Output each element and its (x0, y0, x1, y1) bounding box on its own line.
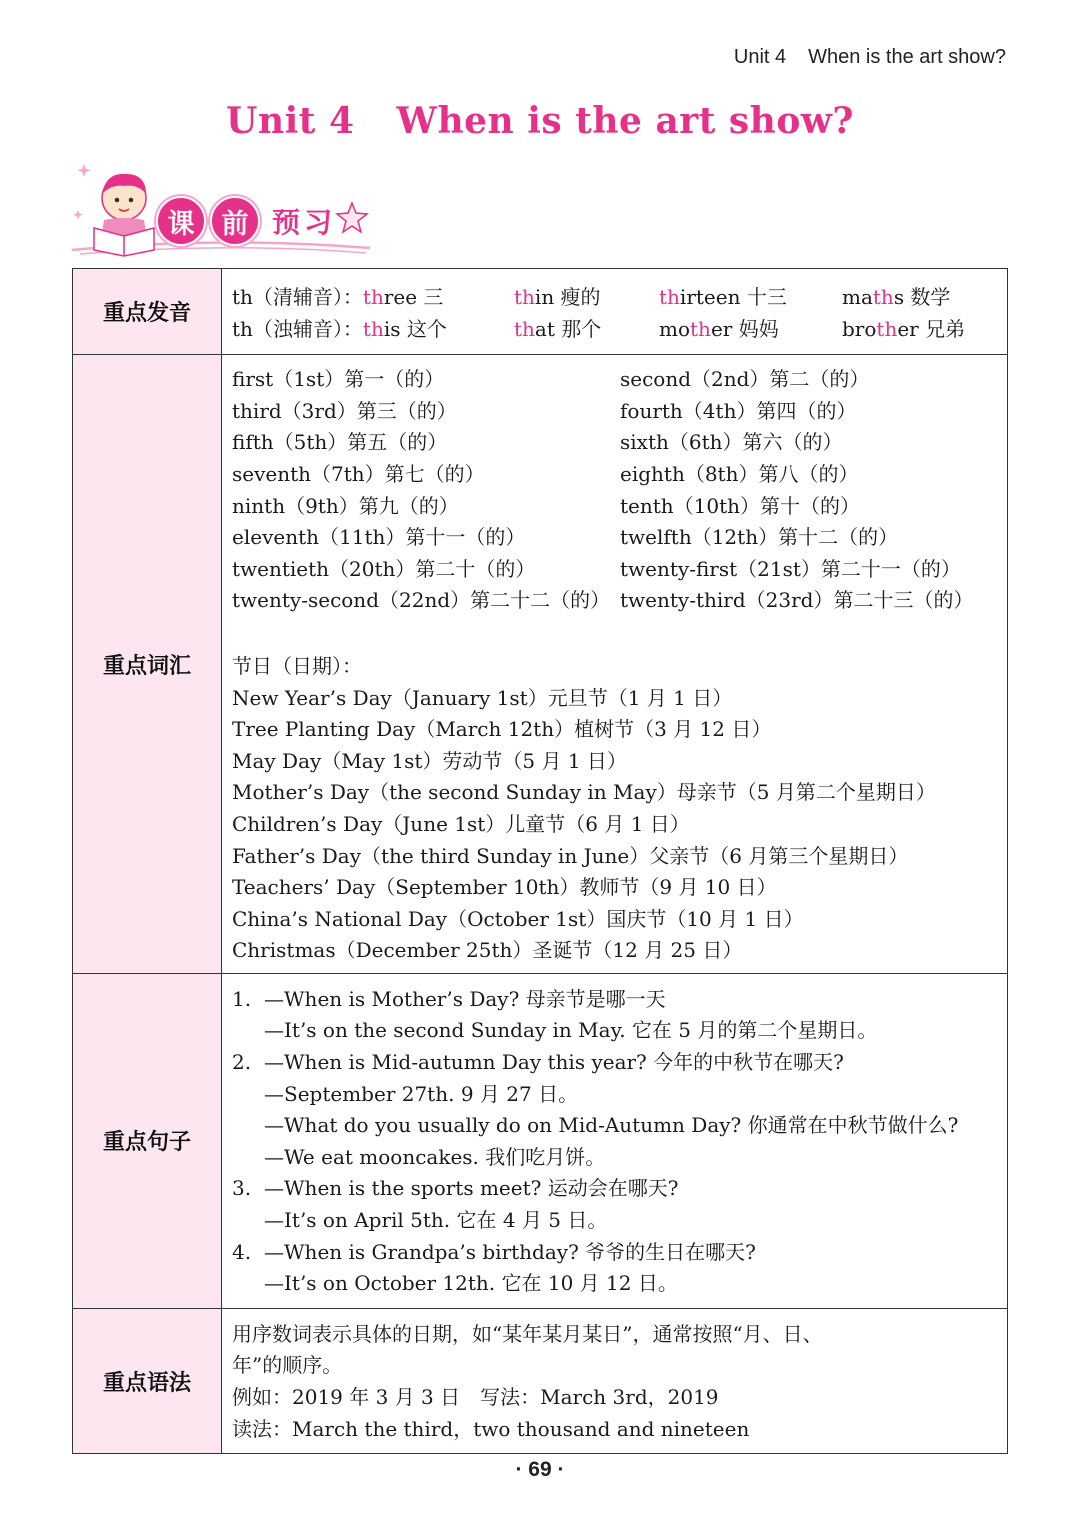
holiday-item: Tree Planting Day（March 12th）植树节（3 月 12 日） (232, 717, 772, 742)
ordinal-word: ninth（9th）第九（的） (232, 493, 459, 518)
sentence-line (232, 1173, 995, 1205)
pronunciation-text: bro (842, 316, 877, 341)
sentence-line (232, 1142, 995, 1174)
holiday-item: New Year’s Day（January 1st）元旦节（1 月 1 日） (232, 685, 733, 710)
sentence-text: —When is Grandpa’s birthday? 爷爷的生日在哪天? (264, 1239, 756, 1264)
ordinal-word: twenty-first（21st）第二十一（的） (620, 556, 961, 581)
pronunciation-content (222, 269, 1008, 355)
sentence-number (232, 1205, 264, 1237)
ordinal-word: twentieth（20th）第二十（的） (232, 556, 536, 581)
ordinal-word: tenth（10th）第十（的） (620, 493, 861, 518)
sentence-number: 3. (232, 1176, 252, 1201)
vocabulary-label: 重点词汇 (73, 355, 222, 974)
sentence-text: —When is Mother’s Day? 母亲节是哪一天 (264, 986, 666, 1011)
pronunciation-cell (232, 314, 514, 346)
sentence-number (232, 1015, 264, 1047)
sentences-row (73, 973, 1008, 1308)
pronunciation-grid (232, 269, 995, 354)
star-icon (334, 200, 370, 236)
pronunciation-cell (514, 282, 659, 314)
grammar-line: 例如：2019 年 3 月 3 日 写法：March 3rd，2019 (232, 1385, 719, 1409)
pronunciation-cell (842, 314, 1002, 346)
sentence-line (232, 1015, 995, 1047)
grammar-line: 年”的顺序。 (232, 1353, 343, 1378)
th-highlight: th (872, 285, 894, 309)
holidays-list (232, 617, 995, 973)
ordinal-word: twenty-third（23rd）第二十三（的） (620, 588, 974, 613)
grammar-line: 用序数词表示具体的日期，如“某年某月某日”，通常按照“月、日、 (232, 1321, 823, 1346)
pronunciation-cell (659, 314, 842, 346)
holiday-item: China’s National Day（October 1st）国庆节（10 月 1 日） (232, 906, 804, 931)
holiday-item: Children’s Day（June 1st）儿童节（6 月 1 日） (232, 811, 690, 836)
ordinal-word: eleventh（11th）第十一（的） (232, 525, 526, 550)
grammar-content (222, 1308, 1008, 1453)
pronunciation-cell (514, 314, 659, 346)
holiday-item: Christmas（December 25th）圣诞节（12 月 25 日） (232, 938, 743, 963)
reading-child-icon (74, 158, 164, 258)
sentence-text: —It’s on April 5th. 它在 4 月 5 日。 (264, 1208, 608, 1233)
running-header (734, 46, 1006, 69)
sentence-number (232, 1079, 264, 1111)
sentence-number: 2. (232, 1050, 252, 1075)
unit-title-question: When is the art show? (396, 100, 854, 142)
pronunciation-text: mo (659, 316, 691, 341)
running-header-unit: Unit 4 (733, 46, 787, 68)
banner-char-1: 课 (156, 196, 206, 246)
sentence-line (232, 1237, 995, 1269)
sentence-text: —It’s on October 12th. 它在 10 月 12 日。 (264, 1271, 678, 1296)
holiday-item: Mother’s Day（the second Sunday in May）母亲节（5 月第二个星期日） (232, 780, 936, 805)
pronunciation-cell (232, 282, 514, 314)
ordinal-word: seventh（7th）第七（的） (232, 461, 485, 486)
sentence-line (232, 1047, 995, 1079)
banner-char-rest: 预习 (272, 206, 337, 239)
unit-title-number: Unit 4 (226, 100, 355, 142)
pronunciation-text: s 数学 (893, 285, 951, 309)
banner-title (156, 196, 336, 246)
grammar-line: 读法：March the third，two thousand and nineteen (232, 1416, 750, 1441)
th-highlight: th (659, 285, 680, 309)
sentences-label: 重点句子 (73, 973, 222, 1308)
sentence-text: —We eat mooncakes. 我们吃月饼。 (264, 1144, 606, 1169)
pronunciation-row (73, 269, 1008, 355)
ordinal-word: sixth（6th）第六（的） (620, 430, 843, 455)
pronunciation-text: ree 三 (383, 285, 444, 309)
pronunciation-text: er 妈妈 (710, 316, 779, 341)
sentence-number: 1. (232, 986, 252, 1011)
th-highlight: th (362, 316, 384, 341)
th-highlight: th (514, 316, 535, 341)
sentence-text: —When is the sports meet? 运动会在哪天? (264, 1176, 679, 1201)
vocabulary-row (73, 355, 1008, 974)
ordinal-word: eighth（8th）第八（的） (620, 461, 859, 486)
th-highlight: th (876, 316, 898, 341)
sentence-text: —When is Mid-autumn Day this year? 今年的中秋节在哪天? (264, 1050, 844, 1075)
pronunciation-text: in 瘦的 (534, 285, 601, 309)
sentences-content (222, 973, 1008, 1308)
ordinal-word: third（3rd）第三（的） (232, 398, 457, 423)
unit-title (0, 100, 1080, 142)
sentence-line (232, 984, 995, 1016)
holiday-item: Father’s Day（the third Sunday in June）父亲节（6 月第三个星期日） (232, 843, 909, 868)
pronunciation-cell (659, 282, 842, 314)
sentence-line (232, 1205, 995, 1237)
sentence-text: —September 27th. 9 月 27 日。 (264, 1081, 579, 1106)
pronunciation-text: th（清辅音）： (232, 285, 363, 309)
holidays-heading: 节日（日期）： (232, 653, 362, 678)
ordinal-word: twenty-second（22nd）第二十二（的） (232, 588, 611, 613)
banner-char-2: 前 (210, 196, 260, 246)
ordinal-word: twelfth（12th）第十二（的） (620, 525, 899, 550)
vocabulary-content (222, 355, 1008, 974)
pronunciation-text: at 那个 (534, 316, 602, 341)
ordinal-word: fifth（5th）第五（的） (232, 430, 448, 455)
page-number: · 69 · (515, 1458, 565, 1481)
sentence-line (232, 1268, 995, 1300)
pronunciation-text: is 这个 (383, 316, 447, 341)
th-highlight: th (362, 285, 384, 309)
pronunciation-text: ma (842, 285, 873, 309)
preview-banner (70, 150, 380, 262)
pronunciation-text: irteen 十三 (679, 285, 787, 309)
ordinal-word: second（2nd）第二（的） (620, 367, 870, 392)
ordinals-grid (232, 355, 995, 617)
sentence-line (232, 1079, 995, 1111)
pronunciation-text: er 兄弟 (897, 316, 966, 341)
holiday-item: May Day（May 1st）劳动节（5 月 1 日） (232, 748, 627, 773)
grammar-row (73, 1308, 1008, 1453)
sentence-line (232, 1110, 995, 1142)
sentence-number (232, 1268, 264, 1300)
preview-table (72, 268, 1008, 1454)
running-header-question: When is the art show? (808, 46, 1006, 68)
sentence-number (232, 1110, 264, 1142)
ordinal-word: fourth（4th）第四（的） (620, 398, 857, 423)
th-highlight: th (514, 285, 535, 309)
grammar-label: 重点语法 (73, 1308, 222, 1453)
holiday-item: Teachers’ Day（September 10th）教师节（9 月 10 日） (232, 875, 777, 900)
sentence-text: —It’s on the second Sunday in May. 它在 5 月的第二个星期日。 (264, 1018, 878, 1043)
pronunciation-text: th（浊辅音）： (232, 316, 363, 341)
ordinal-word: first（1st）第一（的） (232, 367, 445, 392)
pronunciation-label: 重点发音 (73, 269, 222, 355)
th-highlight: th (690, 316, 711, 341)
sentence-text: —What do you usually do on Mid-Autumn Day? 你通常在中秋节做什么? (264, 1113, 959, 1138)
pronunciation-cell (842, 282, 1002, 314)
sentence-number: 4. (232, 1239, 252, 1264)
sentence-number (232, 1142, 264, 1174)
